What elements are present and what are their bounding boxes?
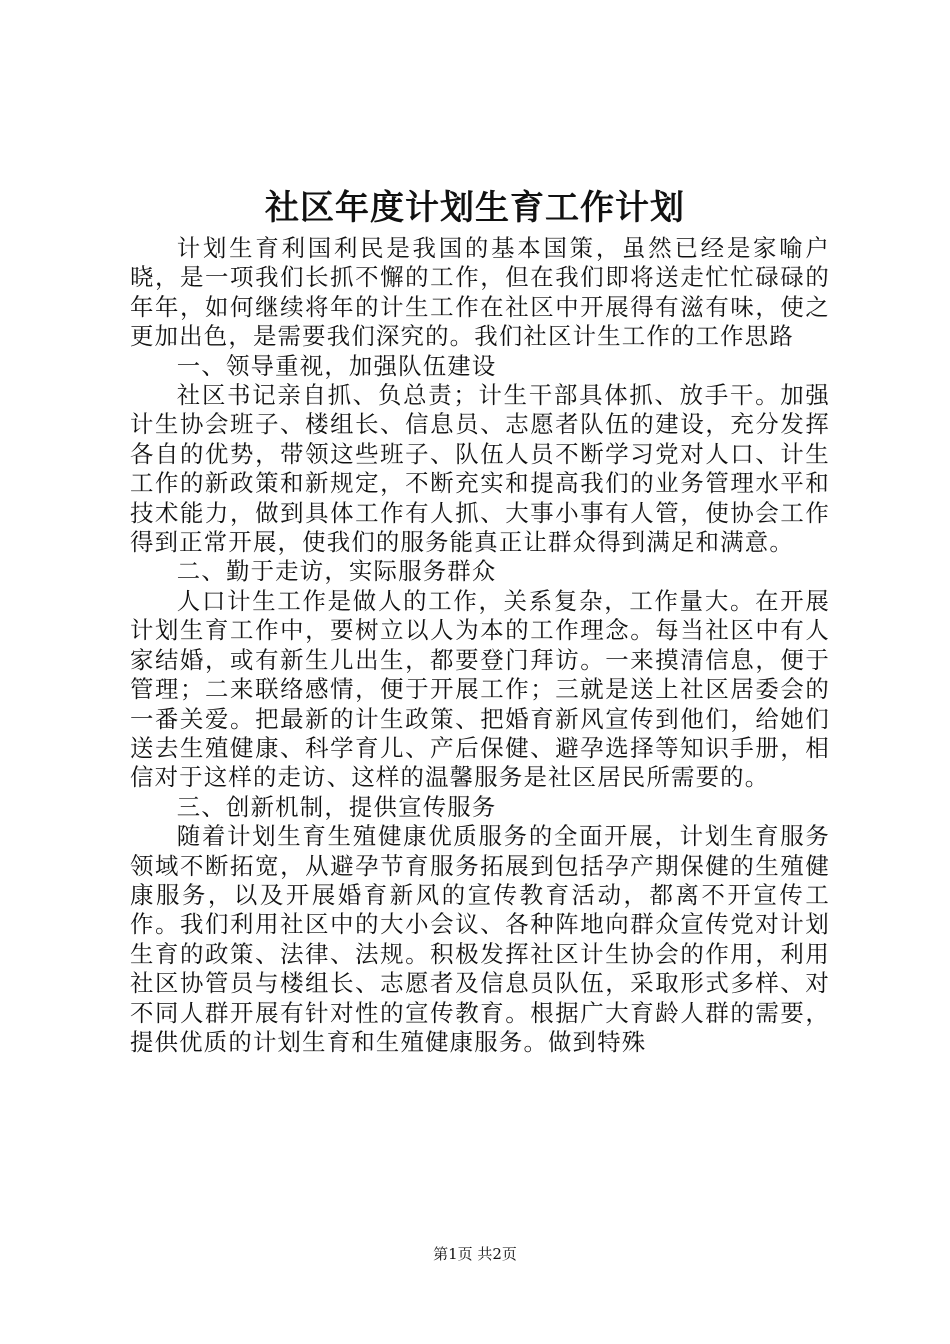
document-title: 社区年度计划生育工作计划 (265, 188, 685, 228)
section-heading-3: 三、创新机制，提供宣传服务 (176, 792, 497, 821)
section-body-2: 人口计生工作是做人的工作，关系复杂，工作量大。在开展计划生育工作中，要树立以人为本的工作理念。每当社区中有人家结婚，或有新生儿出生，都要登门拜访。一来摸清信息，便于管理；二来联络感情，便于开展工作；三就是送上社区居委会的一番关爱。把最新的计生政策、把婚育新风宣传到他们，给她们送去生殖健康、科学育儿、产后保健、避孕选择等知识手册，相信对于这样的走访、这样的温馨服务是社区居民所需要的。 (130, 586, 830, 792)
section-body-1: 社区书记亲自抓、负总责；计生干部具体抓、放手干。加强计生协会班子、楼组长、信息员、志愿者队伍的建设，充分发挥各自的优势，带领这些班子、队伍人员不断学习党对人口、计生工作的新政策和新规定，不断充实和提高我们的业务管理水平和技术能力，做到具体工作有人抓、大事小事有人管，使协会工作得到正常开展，使我们的服务能真正让群众得到满足和满意。 (130, 381, 830, 557)
section-body-3: 随着计划生育生殖健康优质服务的全面开展，计划生育服务领域不断拓宽，从避孕节育服务拓展到包括孕产期保健的生殖健康服务，以及开展婚育新风的宣传教育活动，都离不开宣传工作。我们利用社区中的大小会议、各种阵地向群众宣传党对计划生育的政策、法律、法规。积极发挥社区计生协会的作用，利用社区协管员与楼组长、志愿者及信息员队伍，采取形式多样、对不同人群开展有针对性的宣传教育。根据广大育龄人群的需要，提供优质的计划生育和生殖健康服务。做到特殊 (130, 822, 830, 1056)
section-heading-2: 二、勤于走访，实际服务群众 (176, 557, 497, 586)
page-number-footer: 第1页 共2页 (433, 1245, 517, 1263)
document-body (130, 234, 830, 1057)
intro-paragraph: 计划生育利国利民是我国的基本国策，虽然已经是家喻户晓，是一项我们长抓不懈的工作，但在我们即将送走忙忙碌碌的年年，如何继续将年的计生工作在社区中开展得有滋有味，使之更加出色，是需要我们深究的。我们社区计生工作的工作思路 (130, 234, 830, 351)
section-heading-1: 一、领导重视，加强队伍建设 (176, 351, 497, 380)
